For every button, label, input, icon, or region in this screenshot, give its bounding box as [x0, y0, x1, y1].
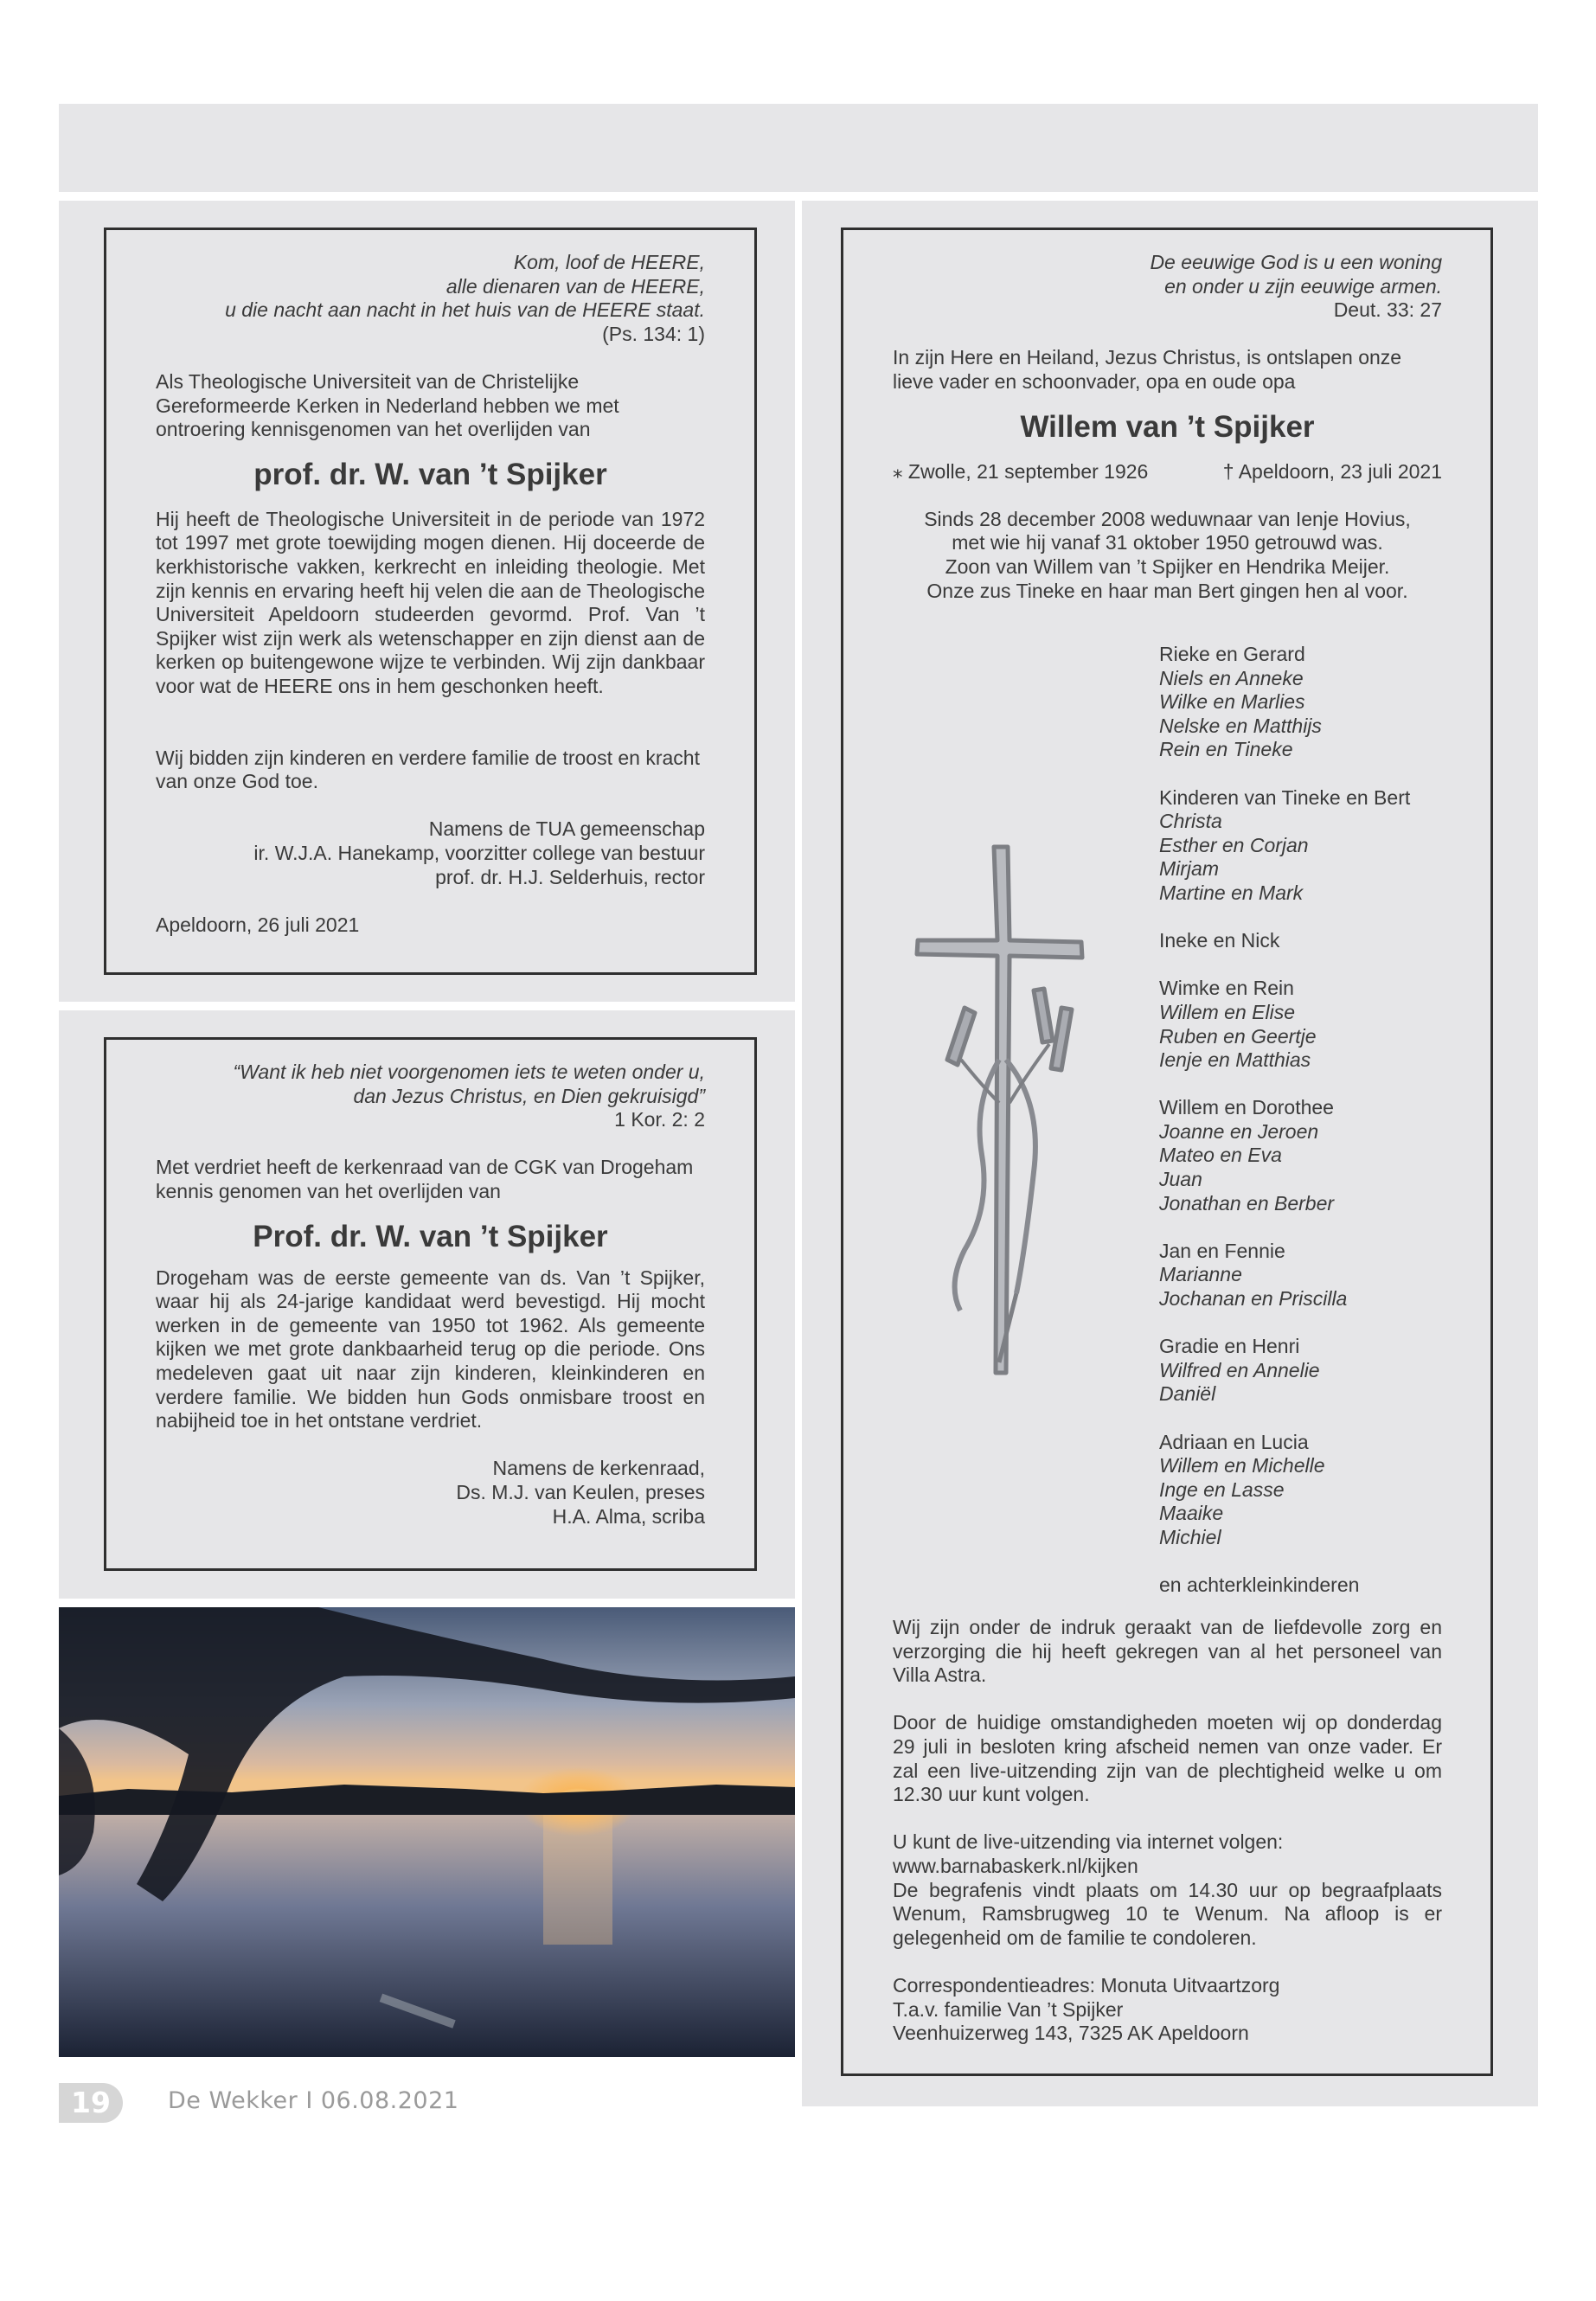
cross-with-wheat-icon [913, 843, 1086, 1375]
obituary-notice-tua-content [156, 251, 705, 937]
family-obituary-header [893, 251, 1442, 603]
great-grandchildren: en achterkleinkinderen [1159, 1574, 1360, 1597]
top-banner [59, 104, 1538, 192]
deceased-name: Willem van ’t Spijker [1020, 409, 1315, 444]
prayer-text: Wij bidden zijn kinderen en verdere familie de troost en kracht van onze God toe. [156, 746, 700, 793]
biography: Sinds 28 december 2008 weduwnaar van Ienje Hovius, met wie hij vanaf 31 oktober 1950 getrouwd was. Zoon van Willem van ’t Spijker en Hendrika Meijer. Onze zus Tineke en haar man Bert gingen hen al voor. [924, 507, 1411, 602]
publication-info: De Wekker I 06.08.2021 [168, 2087, 459, 2114]
bible-verse: De eeuwige God is u een woning en onder u zijn eeuwige armen. [1150, 251, 1442, 298]
family-group: Jan en Fennie Marianne Jochanan en Priscilla [1159, 1239, 1348, 1311]
livestream-link[interactable]: www.barnabaskerk.nl/kijken [893, 1854, 1138, 1877]
intro-text: Als Theologische Universiteit van de Christelijke Gereformeerde Kerken in Nederland hebben we met ontroering kennisgenomen van het overlijden van [156, 369, 619, 441]
body-text: Drogeham was de eerste gemeente van ds. Van ’t Spijker, waar hij als 24-jarige kandidaat werd bevestigd. Hij mocht werken in de gemeente van 1950 tot 1962. Als gemeente kijken we met grote dankbaarheid terug op die periode. Ons medeleven gaat uit naar zijn kinderen, kleinkinderen en verdere familie. We bidden hun Gods onmisbare troost en nabijheid toe in het ontstane verdriet. [156, 1266, 705, 1433]
family-obituary-footer [893, 1616, 1442, 2046]
signatories: Namens de kerkenraad, Ds. M.J. van Keulen, preses H.A. Alma, scriba [456, 1457, 705, 1528]
verse-reference: Deut. 33: 27 [1333, 298, 1442, 322]
signatories: Namens de TUA gemeenschap ir. W.J.A. Hanekamp, voorzitter college van bestuur prof. dr. H.J. Selderhuis, rector [253, 817, 705, 888]
bible-verse: Kom, loof de HEERE, alle dienaren van de HEERE, u die nacht aan nacht in het huis van de HEERE staat. [225, 251, 705, 322]
birth-date: ⁎ Zwolle, 21 september 1926 [893, 459, 1149, 483]
care-thanks: Wij zijn onder de indruk geraakt van de liefdevolle zorg en verzorging die hij heeft gekregen van al het personeel van Villa Astra. [893, 1616, 1442, 1687]
body-text: Hij heeft de Theologische Universiteit in de periode van 1972 tot 1997 met grote toewijding mogen dienen. Hij doceerde de kerkhistorische vakken, kerkrecht en inleiding theologie. Met zijn kennis en ervaring heeft hij velen die aan de Theologische Universiteit Apeldoorn studeerden gevormd. Prof. Van ’t Spijker wist zijn werk als wetenschapper en zijn dienst aan de kerken op buitengewone wijze te verbinden. Wij zijn dankbaar voor wat de HEERE ons in hem geschonken heeft. [156, 507, 705, 697]
intro-text: Met verdriet heeft de kerkenraad van de CGK van Drogeham kennis genomen van het overlijden van [156, 1156, 694, 1202]
deceased-name: prof. dr. W. van ’t Spijker [253, 457, 607, 491]
family-list [1159, 643, 1471, 1598]
family-group: Adriaan en Lucia Willem en Michelle Inge en Lasse Maaike Michiel [1159, 1430, 1325, 1548]
deceased-name: Prof. dr. W. van ’t Spijker [253, 1219, 608, 1253]
obituary-notice-cgk-content [156, 1061, 705, 1529]
verse-reference: 1 Kor. 2: 2 [614, 1108, 705, 1131]
birth-death-dates [893, 460, 1442, 484]
funeral-details: De begrafenis vindt plaats om 14.30 uur op begraafplaats Wenum, Ramsbrugweg 10 te Wenum. Na afloop is er gelegenheid om de familie te condoleren. [893, 1878, 1442, 1949]
family-group: Kinderen van Tineke en Bert Christa Esther en Corjan Mirjam Martine en Mark [1159, 785, 1411, 904]
livestream-label: U kunt de live-uitzending via internet volgen: [893, 1830, 1284, 1854]
correspondence-address: Correspondentieadres: Monuta Uitvaartzorg T.a.v. familie Van ’t Spijker Veenhuizerweg 143, 7325 AK Apeldoorn [893, 1973, 1280, 2045]
bible-verse: “Want ik heb niet voorgenomen iets te weten onder u, dan Jezus Christus, en Dien gekruisigd” [233, 1061, 705, 1107]
family-group: Rieke en Gerard Niels en Anneke Wilke en Marlies Nelske en Matthijs Rein en Tineke [1159, 643, 1322, 761]
place-date: Apeldoorn, 26 juli 2021 [156, 913, 360, 936]
family-group: Willem en Dorothee Joanne en Jeroen Mateo en Eva Juan Jonathan en Berber [1159, 1096, 1335, 1215]
sunset-lake-photo [59, 1607, 795, 2057]
verse-reference: (Ps. 134: 1) [602, 322, 705, 345]
family-group: Wimke en Rein Willem en Elise Ruben en Geertje Ienje en Matthias [1159, 977, 1317, 1072]
death-date: † Apeldoorn, 23 juli 2021 [1222, 459, 1442, 483]
family-group: Gradie en Henri Wilfred en Annelie Daniël [1159, 1335, 1320, 1406]
page-number: 19 [59, 2083, 123, 2123]
farewell-notice: Door de huidige omstandigheden moeten wij op donderdag 29 juli in besloten kring afscheid nemen van onze vader. Er zal een live-uitzending zijn van de plechtigheid welke u om 12.30 uur kunt volgen. [893, 1711, 1442, 1806]
family-group: Ineke en Nick [1159, 929, 1280, 952]
intro-text: In zijn Here en Heiland, Jezus Christus, is ontslapen onze lieve vader en schoonvader, opa en oude opa [893, 346, 1402, 393]
